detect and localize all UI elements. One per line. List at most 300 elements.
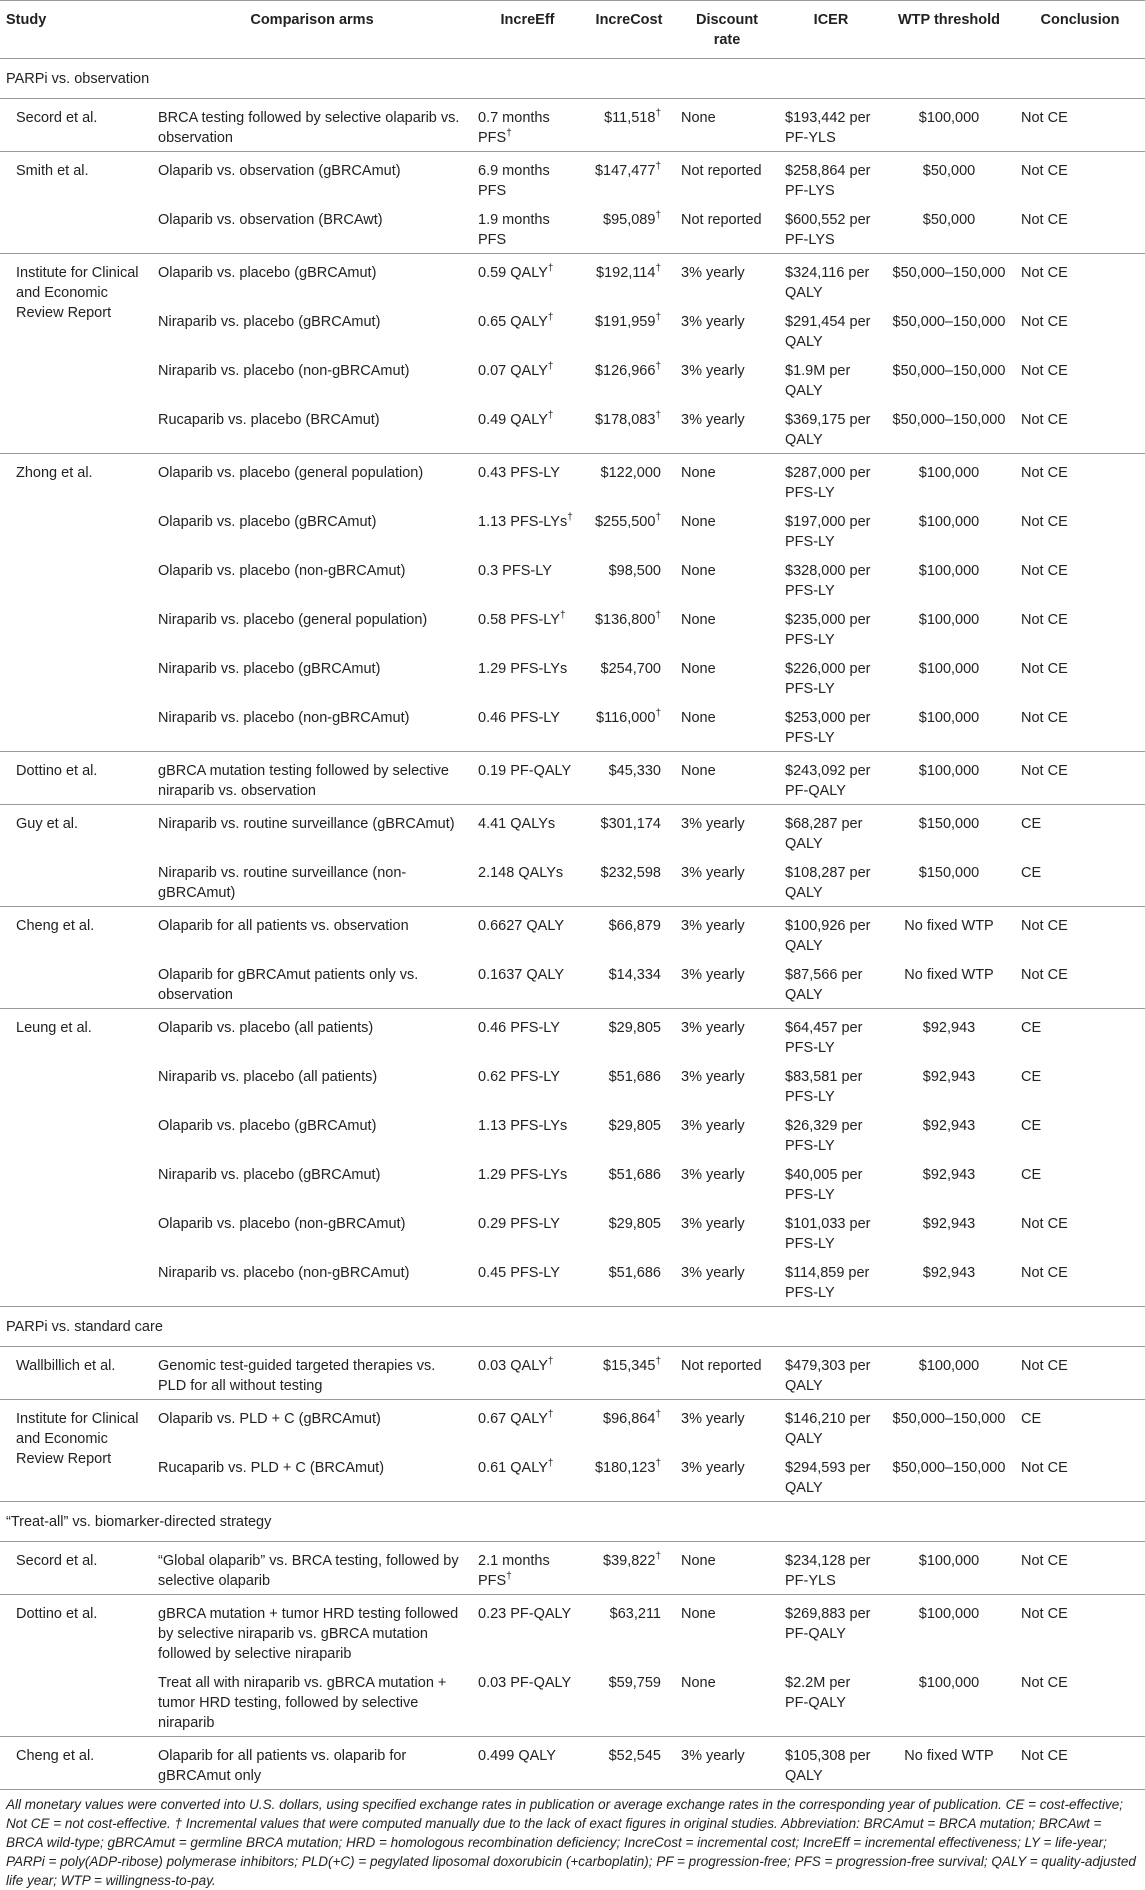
conclusion-cell — [1015, 699, 1145, 752]
wtp-threshold-cell — [883, 454, 1015, 504]
conclusion-cell — [1015, 1254, 1145, 1307]
wtp-threshold-cell — [883, 201, 1015, 254]
increcost-cell-text: $96,864 — [603, 1411, 656, 1427]
dagger-mark: † — [567, 512, 573, 524]
wtp-threshold-cell-text: $50,000–150,000 — [892, 363, 1006, 379]
comparison-arms-cell — [152, 956, 472, 1009]
icer-cell — [779, 1737, 883, 1790]
icer-cell — [779, 352, 883, 401]
icer-cell — [779, 152, 883, 202]
comparison-arms-cell-text: Olaparib for gBRCAmut patients only vs. observation — [158, 967, 419, 1003]
icer-cell — [779, 1400, 883, 1450]
icer-cell — [779, 699, 883, 752]
comparison-arms-cell — [152, 254, 472, 304]
study-name: Cheng et al. — [0, 1737, 152, 1790]
increeff-cell-text: 0.61 QALY — [478, 1460, 548, 1476]
increeff-cell-text: 0.62 PFS-LY — [478, 1069, 560, 1085]
table-row — [0, 454, 1145, 504]
icer-cell — [779, 303, 883, 352]
discount-rate-cell — [675, 601, 779, 650]
increcost-cell — [583, 1107, 675, 1156]
table-row — [0, 1058, 1145, 1107]
discount-rate-cell — [675, 152, 779, 202]
icer-cell — [779, 1449, 883, 1502]
comparison-arms-cell — [152, 752, 472, 805]
conclusion-cell — [1015, 650, 1145, 699]
wtp-threshold-cell-text: $100,000 — [918, 563, 980, 579]
conclusion-cell — [1015, 1542, 1145, 1595]
increeff-cell — [472, 503, 583, 552]
wtp-threshold-cell-text: $150,000 — [918, 865, 980, 881]
wtp-threshold-cell-text: No fixed WTP — [904, 1748, 994, 1764]
wtp-threshold-cell-text: $92,943 — [922, 1118, 976, 1134]
discount-rate-cell-text: 3% yearly — [681, 363, 745, 379]
wtp-threshold-cell — [883, 752, 1015, 805]
discount-rate-cell — [675, 454, 779, 504]
comparison-arms-cell-text: Niraparib vs. routine surveillance (non-gBRCAmut) — [158, 865, 407, 901]
study-name: Smith et al. — [0, 152, 152, 254]
icer-cell — [779, 401, 883, 454]
wtp-threshold-cell-text: No fixed WTP — [904, 967, 994, 983]
increcost-cell — [583, 1058, 675, 1107]
section-title: “Treat-all” vs. biomarker-directed strategy — [0, 1502, 1145, 1542]
comparison-arms-cell-text: Olaparib for all patients vs. observation — [158, 918, 409, 934]
conclusion-cell — [1015, 352, 1145, 401]
dagger-mark: † — [655, 610, 661, 622]
conclusion-cell — [1015, 401, 1145, 454]
dagger-mark: † — [655, 1409, 661, 1421]
wtp-threshold-cell — [883, 152, 1015, 202]
table-row — [0, 303, 1145, 352]
conclusion-cell-text: Not CE — [1021, 1606, 1068, 1622]
icer-cell-text: $100,926 per QALY — [785, 918, 871, 954]
comparison-arms-cell-text: BRCA testing followed by selective olaparib vs. observation — [158, 110, 460, 146]
icer-cell-text: $258,864 per PF-LYS — [785, 163, 871, 199]
table-row — [0, 201, 1145, 254]
section-title: PARPi vs. observation — [6, 71, 150, 87]
discount-rate-cell-text: 3% yearly — [681, 816, 745, 832]
comparison-arms-cell-text: Olaparib for all patients vs. olaparib for gBRCAmut only — [158, 1748, 407, 1784]
comparison-arms-cell — [152, 1205, 472, 1254]
icer-cell-text: $83,581 per PFS-LY — [785, 1069, 863, 1105]
increcost-cell — [583, 805, 675, 855]
increeff-cell — [472, 152, 583, 202]
increeff-cell-text: 0.19 PF-QALY — [478, 763, 572, 779]
discount-rate-cell — [675, 1205, 779, 1254]
comparison-arms-cell — [152, 1009, 472, 1059]
conclusion-cell-text: CE — [1021, 1020, 1042, 1036]
increeff-cell-text: 0.46 PFS-LY — [478, 710, 560, 726]
increcost-cell — [583, 956, 675, 1009]
wtp-threshold-cell-text: $50,000–150,000 — [892, 1411, 1006, 1427]
comparison-arms-cell — [152, 1542, 472, 1595]
discount-rate-cell-text: 3% yearly — [681, 314, 745, 330]
increcost-cell — [583, 1449, 675, 1502]
icer-cell-text: $146,210 per QALY — [785, 1411, 871, 1447]
icer-cell-text: $235,000 per PFS-LY — [785, 612, 871, 648]
table-row — [0, 752, 1145, 805]
comparison-arms-cell — [152, 152, 472, 202]
increcost-cell — [583, 1400, 675, 1450]
comparison-arms-cell — [152, 1737, 472, 1790]
discount-rate-cell-text: 3% yearly — [681, 918, 745, 934]
wtp-threshold-cell — [883, 1205, 1015, 1254]
study-name: Secord et al. — [0, 99, 152, 152]
header-increcost: IncreCost — [583, 1, 675, 59]
conclusion-cell-text: CE — [1021, 1069, 1042, 1085]
conclusion-cell-text: CE — [1021, 1411, 1042, 1427]
wtp-threshold-cell-text: $100,000 — [918, 661, 980, 677]
comparison-arms-cell-text: gBRCA mutation testing followed by selective niraparib vs. observation — [158, 763, 449, 799]
discount-rate-cell-text: None — [681, 1553, 716, 1569]
conclusion-cell — [1015, 454, 1145, 504]
discount-rate-cell — [675, 254, 779, 304]
comparison-arms-cell-text: Niraparib vs. placebo (gBRCAmut) — [158, 314, 381, 330]
icer-cell-text: $324,116 per QALY — [785, 265, 870, 301]
icer-cell — [779, 907, 883, 957]
increcost-cell — [583, 1347, 675, 1400]
increcost-cell-text: $95,089 — [603, 212, 656, 228]
discount-rate-cell — [675, 201, 779, 254]
conclusion-cell-text: Not CE — [1021, 763, 1068, 779]
table-row — [0, 805, 1145, 855]
icer-cell-text: $294,593 per QALY — [785, 1460, 871, 1496]
increeff-cell-text: 0.67 QALY — [478, 1411, 548, 1427]
increeff-cell — [472, 1254, 583, 1307]
comparison-arms-cell — [152, 854, 472, 907]
discount-rate-cell — [675, 752, 779, 805]
wtp-threshold-cell-text: $50,000–150,000 — [892, 265, 1006, 281]
discount-rate-cell-text: None — [681, 110, 716, 126]
table-row — [0, 1156, 1145, 1205]
discount-rate-cell-text: 3% yearly — [681, 967, 745, 983]
discount-rate-cell — [675, 1058, 779, 1107]
discount-rate-cell — [675, 956, 779, 1009]
discount-rate-cell — [675, 650, 779, 699]
icer-cell — [779, 752, 883, 805]
section-header-row — [0, 1502, 1145, 1542]
increeff-cell-text: 0.03 PF-QALY — [478, 1675, 572, 1691]
wtp-threshold-cell — [883, 552, 1015, 601]
wtp-threshold-cell — [883, 1449, 1015, 1502]
conclusion-cell-text: Not CE — [1021, 314, 1068, 330]
discount-rate-cell — [675, 1400, 779, 1450]
increeff-cell — [472, 1400, 583, 1450]
icer-cell — [779, 201, 883, 254]
icer-cell — [779, 1542, 883, 1595]
icer-cell — [779, 1009, 883, 1059]
increeff-cell — [472, 1737, 583, 1790]
wtp-threshold-cell-text: $100,000 — [918, 465, 980, 481]
wtp-threshold-cell-text: $100,000 — [918, 110, 980, 126]
conclusion-cell-text: CE — [1021, 816, 1042, 832]
comparison-arms-cell — [152, 1156, 472, 1205]
comparison-arms-cell-text: Niraparib vs. placebo (non-gBRCAmut) — [158, 363, 410, 379]
conclusion-cell — [1015, 854, 1145, 907]
comparison-arms-cell-text: Genomic test-guided targeted therapies vs. PLD for all without testing — [158, 1358, 436, 1394]
dagger-mark: † — [655, 312, 661, 324]
comparison-arms-cell — [152, 401, 472, 454]
discount-rate-cell — [675, 1737, 779, 1790]
increeff-cell — [472, 1347, 583, 1400]
increeff-cell — [472, 650, 583, 699]
increcost-cell — [583, 1542, 675, 1595]
wtp-threshold-cell — [883, 1254, 1015, 1307]
conclusion-cell — [1015, 503, 1145, 552]
increcost-cell-text: $301,174 — [600, 816, 661, 832]
icer-cell-text: $114,859 per PFS-LY — [785, 1265, 870, 1301]
table-row — [0, 650, 1145, 699]
increcost-cell-text: $255,500 — [594, 514, 656, 530]
table-row — [0, 503, 1145, 552]
conclusion-cell-text: Not CE — [1021, 1358, 1068, 1374]
increeff-cell-text: 0.1637 QALY — [478, 967, 564, 983]
increcost-cell-text: $116,000 — [596, 710, 656, 726]
increcost-cell — [583, 303, 675, 352]
table-row — [0, 1009, 1145, 1059]
increcost-cell — [583, 907, 675, 957]
increeff-cell — [472, 1595, 583, 1665]
icer-cell — [779, 552, 883, 601]
increcost-cell — [583, 1595, 675, 1665]
increcost-cell — [583, 1205, 675, 1254]
discount-rate-cell-text: 3% yearly — [681, 1069, 745, 1085]
increeff-cell — [472, 303, 583, 352]
increeff-cell-text: 0.58 PFS-LY — [478, 612, 560, 628]
increeff-cell — [472, 854, 583, 907]
wtp-threshold-cell-text: $50,000–150,000 — [892, 314, 1006, 330]
increcost-cell-text: $191,959 — [594, 314, 656, 330]
icer-cell — [779, 1058, 883, 1107]
table-row — [0, 1737, 1145, 1790]
table-row — [0, 1449, 1145, 1502]
study-name: Wallbillich et al. — [0, 1347, 152, 1400]
dagger-mark: † — [655, 512, 661, 524]
wtp-threshold-cell — [883, 1156, 1015, 1205]
dagger-mark: † — [655, 361, 661, 373]
table-row — [0, 699, 1145, 752]
wtp-threshold-cell-text: $50,000–150,000 — [892, 1460, 1006, 1476]
conclusion-cell-text: Not CE — [1021, 710, 1068, 726]
comparison-arms-cell — [152, 503, 472, 552]
icer-cell — [779, 503, 883, 552]
header-comparison-arms: Comparison arms — [152, 1, 472, 59]
comparison-arms-cell-text: Niraparib vs. placebo (gBRCAmut) — [158, 1167, 381, 1183]
icer-cell — [779, 1595, 883, 1665]
wtp-threshold-cell-text: $100,000 — [918, 1553, 980, 1569]
study-name: Secord et al. — [0, 1542, 152, 1595]
comparison-arms-cell — [152, 805, 472, 855]
conclusion-cell-text: Not CE — [1021, 212, 1068, 228]
header-wtp-threshold: WTP threshold — [883, 1, 1015, 59]
icer-cell-text: $226,000 per PFS-LY — [785, 661, 871, 697]
study-name: Institute for Clinical and Economic Review Report — [0, 1400, 152, 1502]
comparison-arms-cell — [152, 552, 472, 601]
icer-cell-text: $108,287 per QALY — [785, 865, 871, 901]
increcost-cell — [583, 601, 675, 650]
table-footnote: All monetary values were converted into U.S. dollars, using specified exchange rates in publication or average exchange rates in the corresponding year of publication. CE = cost-effective; Not CE = not cost-effective. † Incremental values that were computed manually due to the lack of exact figures in original studies. Abbreviation: BRCAmut = BRCA mutation; BRCAwt = BRCA wild-type; gBRCAmut = germline BRCA mutation; HRD = homologous recombination deficiency; IncreCost = incremental cost; IncreEff = incremental effectiveness; LY = life-year; PARPi = poly(ADP-ribose) polymerase inhibitors; PLD(+C) = pegylated liposomal doxorubicin (+carboplatin); PF = progression-free; PFS = progression-free survival; QALY = quality-adjusted life year; WTP = willingness-to-pay. — [0, 1789, 1145, 1890]
comparison-arms-cell — [152, 99, 472, 152]
dagger-mark: † — [547, 263, 554, 275]
wtp-threshold-cell — [883, 1107, 1015, 1156]
study-name: Dottino et al. — [0, 752, 152, 805]
discount-rate-cell-text: None — [681, 514, 716, 530]
increeff-cell-text: 2.1 months PFS — [478, 1553, 550, 1589]
increcost-cell — [583, 752, 675, 805]
header-increeff: IncreEff — [472, 1, 583, 59]
discount-rate-cell-text: None — [681, 1675, 716, 1691]
increcost-cell-text: $45,330 — [608, 763, 661, 779]
dagger-mark: † — [547, 361, 554, 373]
wtp-threshold-cell — [883, 601, 1015, 650]
discount-rate-cell — [675, 352, 779, 401]
wtp-threshold-cell-text: $92,943 — [922, 1069, 976, 1085]
icer-cell-text: $1.9M per QALY — [785, 363, 851, 399]
comparison-arms-cell — [152, 601, 472, 650]
conclusion-cell — [1015, 1737, 1145, 1790]
study-name: Dottino et al. — [0, 1595, 152, 1737]
discount-rate-cell-text: None — [681, 612, 716, 628]
increeff-cell — [472, 1449, 583, 1502]
wtp-threshold-cell-text: $100,000 — [918, 1606, 980, 1622]
increcost-cell — [583, 99, 675, 152]
increcost-cell-text: $51,686 — [608, 1167, 661, 1183]
dagger-mark: † — [547, 1356, 554, 1368]
wtp-threshold-cell — [883, 254, 1015, 304]
wtp-threshold-cell — [883, 1737, 1015, 1790]
increeff-cell-text: 0.499 QALY — [478, 1748, 556, 1764]
discount-rate-cell — [675, 699, 779, 752]
conclusion-cell — [1015, 1009, 1145, 1059]
wtp-threshold-cell — [883, 352, 1015, 401]
increeff-cell — [472, 254, 583, 304]
comparison-arms-cell-text: Olaparib vs. placebo (gBRCAmut) — [158, 265, 377, 281]
wtp-threshold-cell — [883, 1400, 1015, 1450]
section-header-row — [0, 1307, 1145, 1347]
increcost-cell-text: $254,700 — [600, 661, 661, 677]
icer-cell — [779, 254, 883, 304]
icer-cell-text: $479,303 per QALY — [785, 1358, 871, 1394]
wtp-threshold-cell-text: $100,000 — [918, 514, 980, 530]
increeff-cell-text: 0.07 QALY — [478, 363, 548, 379]
comparison-arms-cell-text: gBRCA mutation + tumor HRD testing followed by selective niraparib vs. gBRCA mutation followed by selective niraparib — [158, 1606, 459, 1662]
icer-cell-text: $287,000 per PFS-LY — [785, 465, 871, 501]
table-row — [0, 1205, 1145, 1254]
increeff-cell — [472, 552, 583, 601]
dagger-mark: † — [506, 128, 512, 140]
discount-rate-cell-text: 3% yearly — [681, 1118, 745, 1134]
table-row — [0, 1254, 1145, 1307]
wtp-threshold-cell — [883, 805, 1015, 855]
increcost-cell — [583, 1664, 675, 1737]
wtp-threshold-cell-text: $92,943 — [922, 1216, 976, 1232]
table-row — [0, 1664, 1145, 1737]
study-name: Guy et al. — [0, 805, 152, 907]
discount-rate-cell-text: Not reported — [681, 212, 762, 228]
comparison-arms-cell — [152, 1400, 472, 1450]
increeff-cell-text: 0.49 QALY — [478, 412, 548, 428]
comparison-arms-cell — [152, 699, 472, 752]
increeff-cell — [472, 201, 583, 254]
discount-rate-cell-text: 3% yearly — [681, 865, 745, 881]
increeff-cell-text: 0.45 PFS-LY — [478, 1265, 560, 1281]
conclusion-cell-text: Not CE — [1021, 163, 1068, 179]
comparison-arms-cell-text: Olaparib vs. placebo (gBRCAmut) — [158, 1118, 377, 1134]
conclusion-cell-text: Not CE — [1021, 363, 1068, 379]
discount-rate-cell-text: None — [681, 710, 716, 726]
conclusion-cell — [1015, 1058, 1145, 1107]
increcost-cell-text: $232,598 — [600, 865, 661, 881]
discount-rate-cell-text: 3% yearly — [681, 1265, 745, 1281]
table-header-row — [0, 1, 1145, 59]
comparison-arms-cell — [152, 303, 472, 352]
increcost-cell-text: $136,800 — [594, 612, 656, 628]
wtp-threshold-cell-text: $100,000 — [918, 612, 980, 628]
wtp-threshold-cell-text: $50,000–150,000 — [892, 412, 1006, 428]
wtp-threshold-cell — [883, 1595, 1015, 1665]
increcost-cell-text: $180,123 — [594, 1460, 656, 1476]
icer-cell-text: $26,329 per PFS-LY — [785, 1118, 863, 1154]
increeff-cell-text: 0.23 PF-QALY — [478, 1606, 572, 1622]
comparison-arms-cell — [152, 1254, 472, 1307]
discount-rate-cell-text: 3% yearly — [681, 412, 745, 428]
increeff-cell — [472, 1107, 583, 1156]
table-row — [0, 1400, 1145, 1450]
icer-cell — [779, 1107, 883, 1156]
increcost-cell-text: $122,000 — [600, 465, 661, 481]
increcost-cell-text: $192,114 — [596, 265, 656, 281]
conclusion-cell — [1015, 1107, 1145, 1156]
wtp-threshold-cell-text: $50,000 — [922, 212, 976, 228]
increeff-cell-text: 1.29 PFS-LYs — [478, 661, 568, 677]
increcost-cell-text: $147,477 — [594, 163, 656, 179]
header-icer: ICER — [779, 1, 883, 59]
wtp-threshold-cell-text: $92,943 — [922, 1020, 976, 1036]
wtp-threshold-cell — [883, 699, 1015, 752]
conclusion-cell-text: Not CE — [1021, 412, 1068, 428]
wtp-threshold-cell — [883, 956, 1015, 1009]
increeff-cell — [472, 454, 583, 504]
conclusion-cell — [1015, 1400, 1145, 1450]
comparison-arms-cell-text: Olaparib vs. placebo (non-gBRCAmut) — [158, 1216, 406, 1232]
icer-cell — [779, 1205, 883, 1254]
increeff-cell — [472, 1205, 583, 1254]
comparison-arms-cell-text: Olaparib vs. observation (BRCAwt) — [158, 212, 383, 228]
conclusion-cell — [1015, 552, 1145, 601]
comparison-arms-cell — [152, 1347, 472, 1400]
discount-rate-cell-text: 3% yearly — [681, 1020, 745, 1036]
increcost-cell — [583, 201, 675, 254]
wtp-threshold-cell-text: $100,000 — [918, 763, 980, 779]
wtp-threshold-cell — [883, 854, 1015, 907]
conclusion-cell-text: Not CE — [1021, 661, 1068, 677]
conclusion-cell-text: Not CE — [1021, 110, 1068, 126]
increcost-cell-text: $29,805 — [608, 1118, 661, 1134]
increeff-cell-text: 0.29 PFS-LY — [478, 1216, 560, 1232]
comparison-arms-cell-text: Niraparib vs. placebo (non-gBRCAmut) — [158, 1265, 410, 1281]
increcost-cell-text: $15,345 — [603, 1358, 656, 1374]
table-row — [0, 1595, 1145, 1665]
wtp-threshold-cell — [883, 1009, 1015, 1059]
wtp-threshold-cell — [883, 1542, 1015, 1595]
discount-rate-cell-text: 3% yearly — [681, 1460, 745, 1476]
conclusion-cell — [1015, 201, 1145, 254]
increeff-cell — [472, 956, 583, 1009]
table-row — [0, 1347, 1145, 1400]
dagger-mark: † — [655, 210, 661, 222]
icer-cell-text: $193,442 per PF-YLS — [785, 110, 871, 146]
dagger-mark: † — [655, 1551, 661, 1563]
